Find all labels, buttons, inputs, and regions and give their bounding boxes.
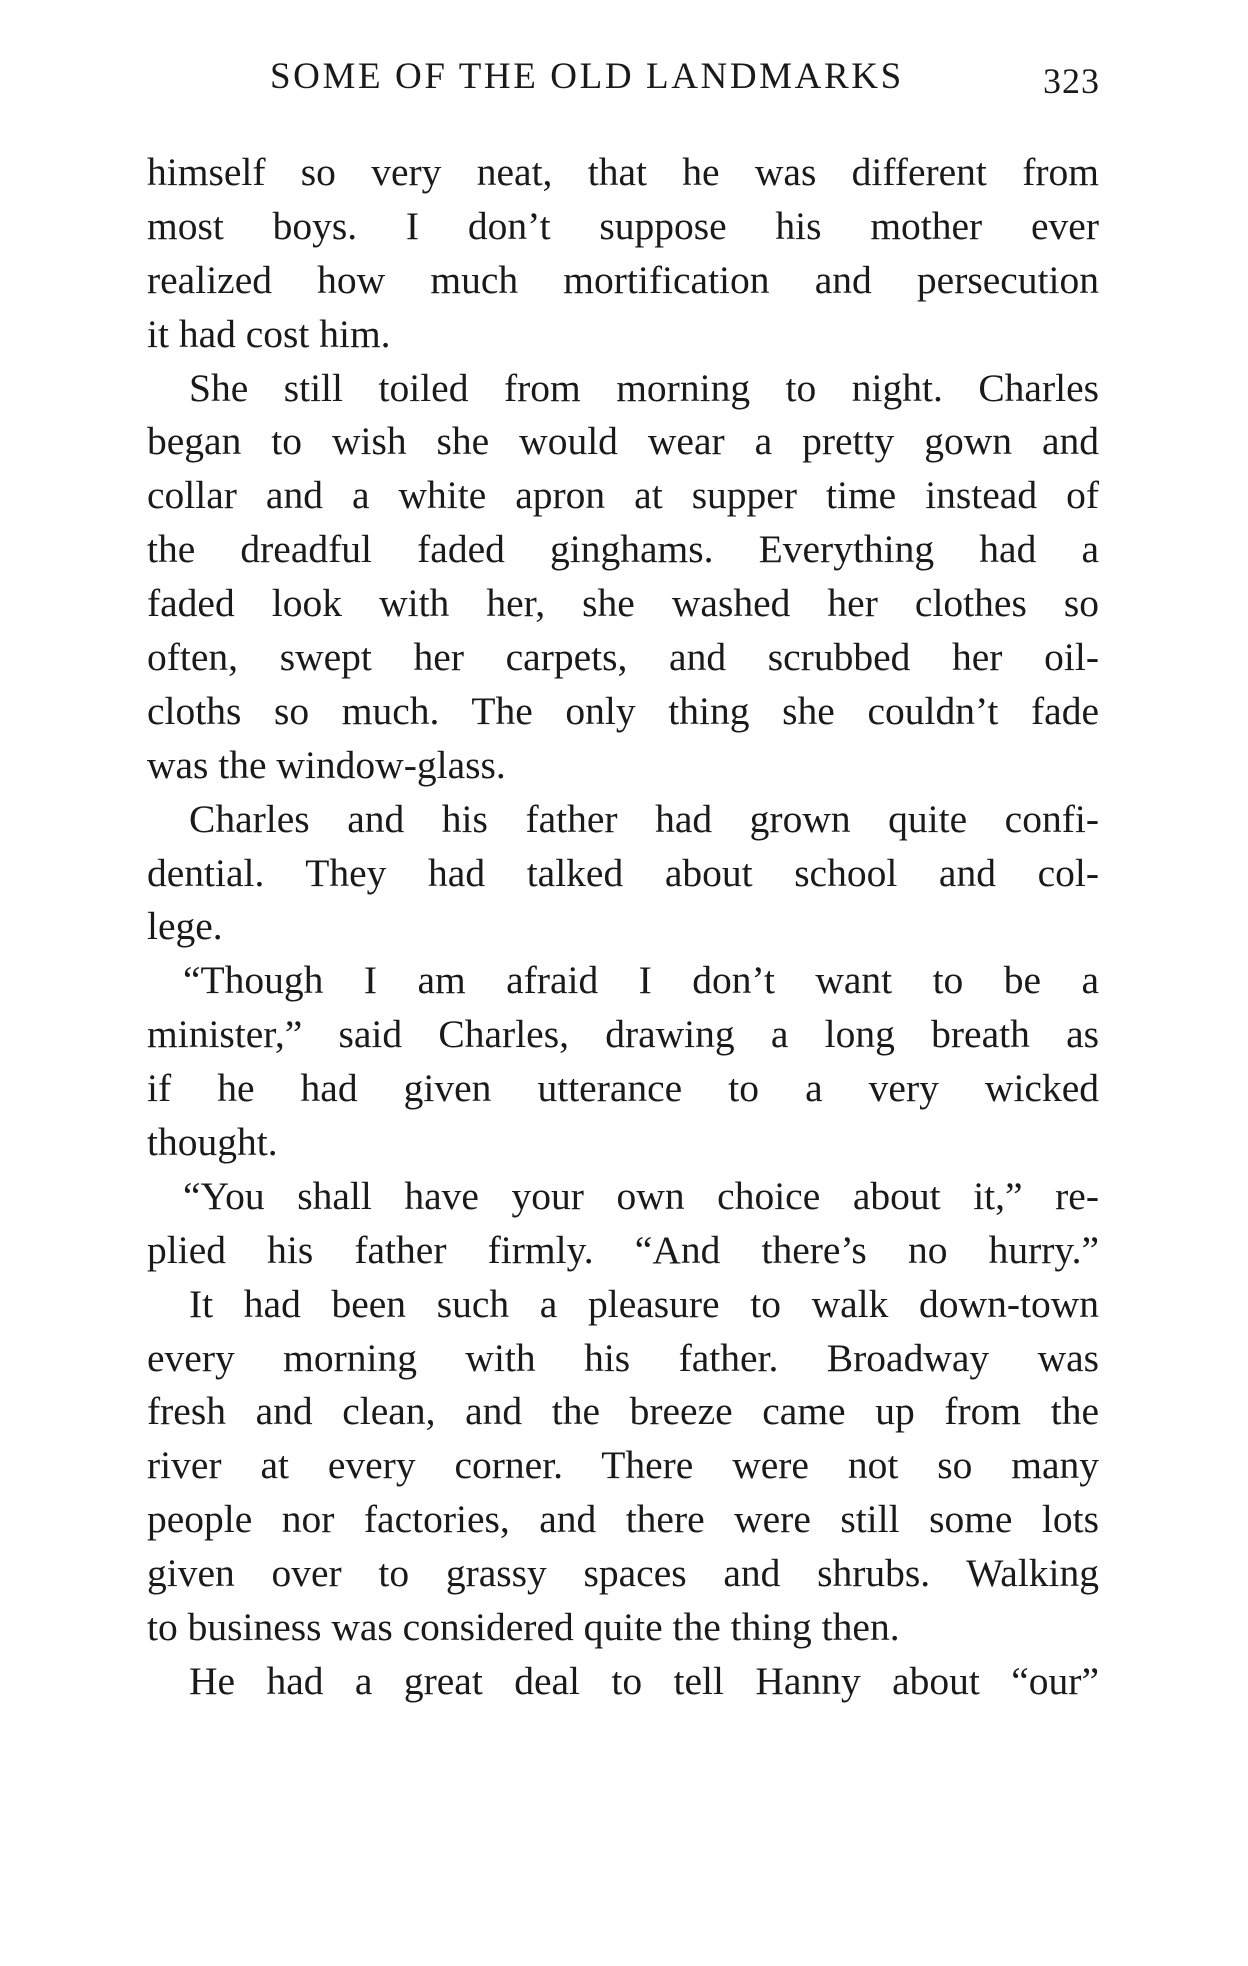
- running-title: SOME OF THE OLD LANDMARKS: [270, 56, 904, 97]
- text-line: fresh and clean, and the breeze came up from the: [147, 1389, 1099, 1434]
- text-line: minister,” said Charles, drawing a long breath as: [147, 1012, 1099, 1057]
- text-line: if he had given utterance to a very wicked: [147, 1066, 1099, 1111]
- text-line: began to wish she would wear a pretty gown and: [147, 419, 1099, 464]
- text-line: She still toiled from morning to night. Charles: [189, 365, 1099, 410]
- text-line: most boys. I don’t suppose his mother ever: [147, 203, 1099, 248]
- text-line: himself so very neat, that he was different from: [147, 150, 1099, 194]
- text-line: plied his father firmly. “And there’s no hurry.”: [147, 1227, 1099, 1272]
- text-line: the dreadful faded ginghams. Everything had a: [147, 527, 1099, 572]
- body-text: [147, 146, 1099, 1709]
- text-line: It had been such a pleasure to walk down-town: [189, 1281, 1099, 1326]
- text-line: “You shall have your own choice about it,” re-: [183, 1173, 1099, 1218]
- text-line: it had cost him.: [147, 311, 391, 356]
- text-line: collar and a white apron at supper time instead of: [147, 473, 1099, 518]
- text-line: “Though I am afraid I don’t want to be a: [183, 958, 1099, 1003]
- text-line: every morning with his father. Broadway was: [147, 1335, 1099, 1380]
- text-line: often, swept her carpets, and scrubbed her oil-: [147, 635, 1099, 680]
- text-line: cloths so much. The only thing she couldn’t fade: [147, 688, 1099, 733]
- text-line: river at every corner. There were not so many: [147, 1443, 1099, 1488]
- text-line: lege.: [147, 904, 223, 949]
- text-line: dential. They had talked about school and col-: [147, 850, 1099, 895]
- running-head: [270, 52, 1100, 102]
- text-line: people nor factories, and there were still some lots: [147, 1497, 1099, 1542]
- text-line: given over to grassy spaces and shrubs. Walking: [147, 1551, 1099, 1596]
- text-line: Charles and his father had grown quite confi-: [189, 796, 1099, 841]
- text-line: He had a great deal to tell Hanny about “our”: [189, 1658, 1099, 1703]
- text-line: to business was considered quite the thing then.: [147, 1605, 900, 1650]
- text-line: realized how much mortification and persecution: [147, 257, 1099, 302]
- text-line: was the window-glass.: [147, 742, 506, 787]
- text-line: faded look with her, she washed her clothes so: [147, 581, 1099, 626]
- text-line: thought.: [147, 1120, 278, 1165]
- page-number: 323: [1043, 61, 1100, 101]
